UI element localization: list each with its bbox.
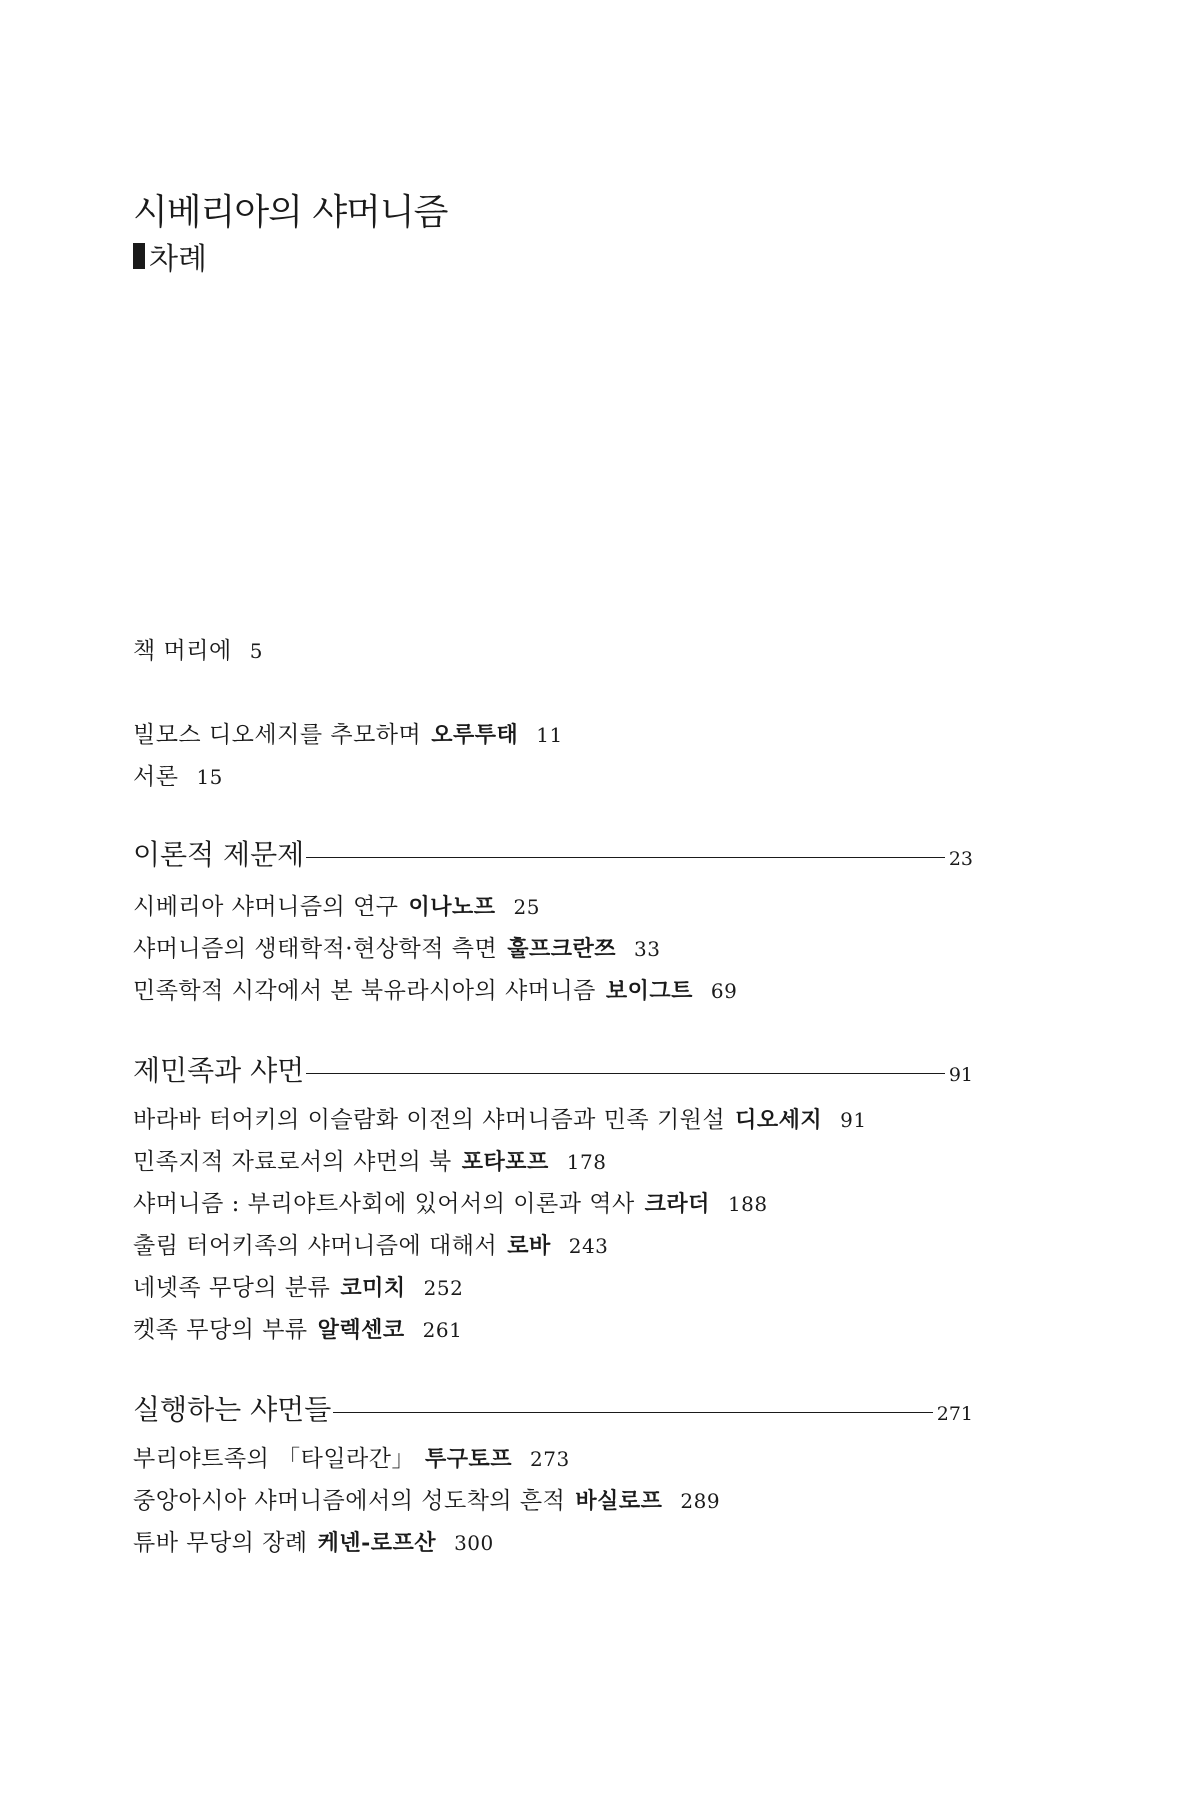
entry-page: 5 [249,639,263,663]
toc-entry [133,632,263,665]
toc-entry [133,1143,606,1176]
entry-page: 25 [513,895,540,919]
toc-entry [133,758,223,791]
toc-entry [133,1440,570,1473]
section-page: 271 [936,1403,973,1425]
entry-page: 188 [727,1192,768,1216]
entry-page: 91 [840,1108,867,1132]
entry-title: 중앙아시아 샤머니즘에서의 성도착의 흔적 [133,1488,566,1514]
entry-title: 민족지적 자료로서의 샤먼의 북 [133,1149,452,1175]
entry-title: 바라바 터어키의 이슬람화 이전의 샤머니즘과 민족 기원설 [133,1107,726,1133]
contents-heading [133,234,207,278]
leader-rule [306,857,945,858]
leader-rule [306,1073,945,1074]
entry-page: 252 [423,1276,464,1300]
entry-page: 273 [530,1447,570,1471]
entry-author: 포타포프 [461,1149,549,1175]
entry-author: 보이그트 [605,978,693,1004]
contents-heading-label: 차례 [149,242,207,277]
entry-page: 15 [196,765,223,789]
entry-title: 민족학적 시각에서 본 북유라시아의 샤머니즘 [133,978,596,1004]
toc-entry [133,716,563,749]
book-title: 시베리아의 샤머니즘 [133,192,448,233]
entry-page: 33 [633,937,661,961]
toc-entry [133,888,540,921]
entry-title: 출림 터어키족의 샤머니즘에 대해서 [133,1233,498,1259]
toc-entry [133,1524,494,1557]
section-page: 23 [948,848,973,870]
heading-marker-icon [133,243,145,269]
toc-entry [133,1101,867,1134]
section-title: 이론적 제문제 [133,838,305,871]
entry-page: 289 [680,1489,721,1513]
leader-rule [333,1412,932,1413]
entry-author: 알렉센코 [317,1317,405,1343]
entry-page: 178 [566,1150,607,1174]
entry-title: 샤머니즘의 생태학적·현상학적 측면 [133,936,498,962]
section-heading [133,833,973,873]
toc-entry [133,1185,768,1218]
entry-page: 69 [710,979,738,1003]
entry-page: 11 [536,723,563,747]
entry-title: 서론 [133,764,179,790]
entry-page: 261 [422,1318,463,1342]
entry-author: 이나노프 [408,894,496,920]
entry-page: 243 [568,1234,609,1258]
entry-title: 네넷족 무당의 분류 [133,1275,331,1301]
entry-author: 케넨-로프산 [317,1530,437,1556]
section-page: 91 [948,1064,973,1086]
entry-title: 시베리아 샤머니즘의 연구 [133,894,399,920]
toc-entry [133,1311,462,1344]
toc-entry [133,1482,720,1515]
entry-title: 책 머리에 [133,638,232,664]
entry-author: 디오세지 [735,1107,823,1133]
entry-author: 바실로프 [575,1488,663,1514]
entry-title: 빌모스 디오세지를 추모하며 [133,722,422,748]
toc-entry [133,1269,463,1302]
entry-author: 크라더 [644,1191,710,1217]
entry-author: 투구토프 [425,1446,513,1472]
entry-title: 켓족 무당의 부류 [133,1317,308,1343]
toc-entry [133,1227,608,1260]
toc-entry [133,930,660,963]
entry-author: 로바 [507,1233,551,1259]
entry-page: 300 [454,1531,494,1555]
section-heading [133,1049,973,1089]
toc-entry [133,972,737,1005]
entry-title: 튜바 무당의 장례 [133,1530,308,1556]
entry-author: 오루투태 [431,722,519,748]
entry-title: 부리야트족의 「타일라간」 [133,1446,415,1472]
section-title: 제민족과 샤먼 [133,1054,305,1087]
entry-author: 코미치 [340,1275,406,1301]
section-title: 실행하는 샤먼들 [133,1393,332,1426]
entry-title: 샤머니즘 : 부리야트사회에 있어서의 이론과 역사 [133,1191,635,1217]
section-heading [133,1388,973,1428]
entry-author: 훌프크란쯔 [507,936,616,962]
